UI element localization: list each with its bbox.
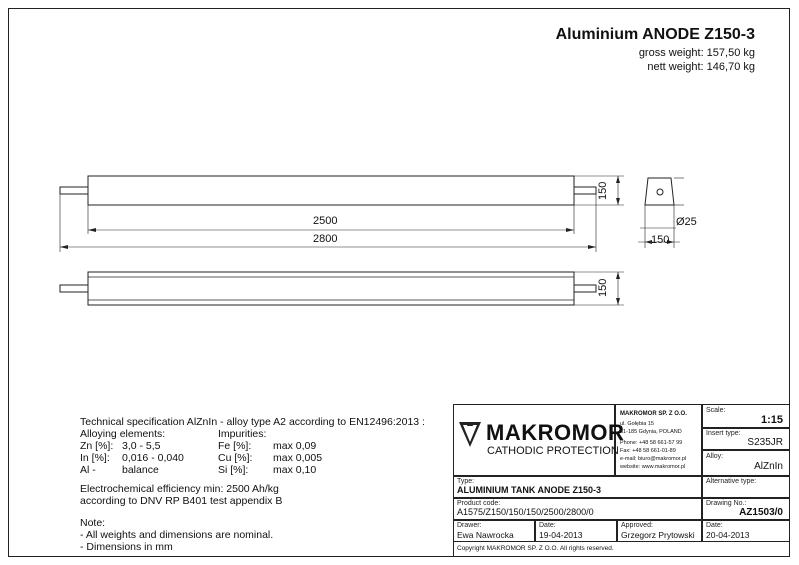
alloy-el-in: In [%]: bbox=[80, 452, 110, 464]
brand-subtitle: CATHODIC PROTECTION bbox=[487, 445, 619, 457]
drawing-title: Aluminium ANODE Z150-3 bbox=[555, 26, 755, 43]
alloy-val-al: balance bbox=[122, 464, 159, 476]
insert-label: Insert type: bbox=[706, 430, 741, 437]
impurities-heading: Impurities: bbox=[218, 428, 267, 440]
imp-el-fe: Fe [%]: bbox=[218, 440, 252, 452]
approved-value: Grzegorz Prytowski bbox=[621, 530, 695, 540]
nett-weight: nett weight: 146,70 kg bbox=[647, 61, 755, 73]
alloy-el-zn: Zn [%]: bbox=[80, 440, 114, 452]
dim-text-h150-bottom: 150 bbox=[597, 278, 609, 297]
company-website: website: www.makromor.pl bbox=[620, 464, 686, 470]
note-line-1: - All weights and dimensions are nominal. bbox=[80, 529, 274, 541]
dim-text-dia: Ø25 bbox=[676, 216, 697, 228]
date1-value: 19-04-2013 bbox=[539, 530, 583, 540]
imp-val-cu: max 0,005 bbox=[273, 452, 323, 464]
scale-label: Scale: bbox=[706, 407, 726, 414]
imp-el-si: Si [%]: bbox=[218, 464, 249, 476]
efficiency-line-2: according to DNV RP B401 test appendix B bbox=[80, 495, 283, 507]
company-phone: Phone: +48 58 661-57 99 bbox=[620, 440, 683, 446]
company-street: ul. Gołębia 15 bbox=[620, 421, 654, 427]
imp-val-si: max 0,10 bbox=[273, 464, 317, 476]
type-label: Type: bbox=[457, 478, 475, 485]
scale-value: 1:15 bbox=[760, 414, 783, 426]
alloy-val-in: 0,016 - 0,040 bbox=[122, 452, 184, 464]
company-name: MAKROMOR SP. Z O.O. bbox=[620, 411, 687, 417]
spec-heading: Technical specification AlZnIn - alloy type A2 according to EN12496:2013 : bbox=[80, 416, 425, 428]
drawer-value: Ewa Nawrocka bbox=[457, 530, 514, 540]
drawer-label: Drawer: bbox=[457, 522, 482, 529]
anode-body-top bbox=[88, 176, 574, 205]
type-value: ALUMINIUM TANK ANODE Z150-3 bbox=[457, 485, 602, 495]
date2-value: 20-04-2013 bbox=[706, 530, 750, 540]
company-email: e-mail: biuro@makromor.pl bbox=[620, 456, 687, 462]
dim-text-w150-side: 150 bbox=[651, 234, 670, 246]
alloy-value: AlZnIn bbox=[754, 461, 783, 472]
insert-hole bbox=[657, 189, 663, 195]
note-line-2: - Dimensions in mm bbox=[80, 541, 173, 553]
alloy-heading: Alloying elements: bbox=[80, 428, 166, 440]
imp-el-cu: Cu [%]: bbox=[218, 452, 253, 464]
alloy-label: Alloy: bbox=[706, 453, 724, 460]
product-code-value: A1575/Z150/150/150/2500/2800/0 bbox=[457, 507, 594, 517]
alloy-val-zn: 3,0 - 5,5 bbox=[122, 440, 161, 452]
makromor-logo-icon bbox=[458, 420, 482, 448]
insert-rod-left-top bbox=[60, 187, 88, 194]
drawing-no-label: Drawing No.: bbox=[706, 500, 747, 507]
insert-rod-right-top bbox=[574, 187, 596, 194]
imp-val-fe: max 0,09 bbox=[273, 440, 317, 452]
drawing-no-value: AZ1503/0 bbox=[739, 507, 783, 518]
efficiency-line-1: Electrochemical efficiency min: 2500 Ah/kg bbox=[80, 483, 279, 495]
date2-label: Date: bbox=[706, 522, 723, 529]
insert-rod-right-bottom bbox=[574, 285, 596, 292]
copyright-text: Copyright MAKROMOR SP. Z O.O. All rights reserved. bbox=[457, 545, 614, 552]
dim-text-h150-top: 150 bbox=[597, 181, 609, 200]
insert-rod-left-bottom bbox=[60, 285, 88, 292]
brand-name: MAKROMOR bbox=[486, 420, 625, 445]
insert-value: S235JR bbox=[747, 437, 783, 448]
product-code-label: Product code: bbox=[457, 500, 501, 507]
alloy-el-al: Al - bbox=[80, 464, 96, 476]
dim-text-2500: 2500 bbox=[313, 215, 338, 227]
dim-text-2800: 2800 bbox=[313, 233, 338, 245]
approved-label: Approved: bbox=[621, 522, 653, 529]
note-heading: Note: bbox=[80, 517, 106, 529]
company-fax: Fax: +48 58 661-01-89 bbox=[620, 448, 676, 454]
date1-label: Date: bbox=[539, 522, 556, 529]
alt-type-label: Alternative type: bbox=[706, 478, 757, 485]
gross-weight: gross weight: 157,50 kg bbox=[638, 47, 755, 59]
company-city: 81-185 Gdynia, POLAND bbox=[620, 429, 682, 435]
